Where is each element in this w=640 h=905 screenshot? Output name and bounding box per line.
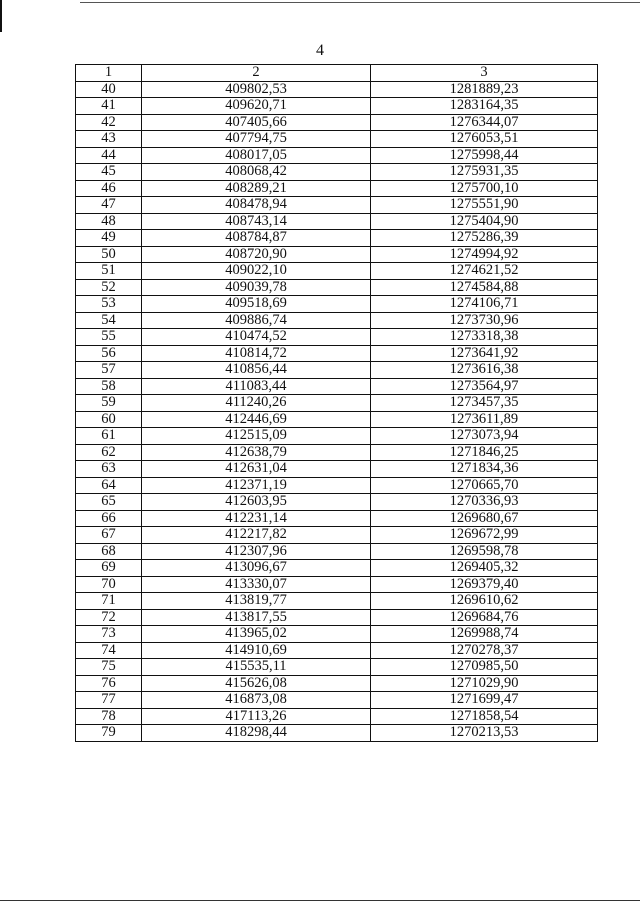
table-row bbox=[76, 510, 598, 527]
header-y-coordinate: 3 bbox=[371, 65, 598, 82]
cell-point-number: 60 bbox=[76, 411, 142, 428]
cell-x-coordinate: 412307,96 bbox=[142, 543, 371, 560]
header-point-number: 1 bbox=[76, 65, 142, 82]
cell-x-coordinate: 408720,90 bbox=[142, 246, 371, 263]
cell-y-coordinate: 1273073,94 bbox=[371, 428, 598, 445]
table-row bbox=[76, 428, 598, 445]
cell-y-coordinate: 1269672,99 bbox=[371, 527, 598, 544]
cell-y-coordinate: 1269598,78 bbox=[371, 543, 598, 560]
cell-point-number: 59 bbox=[76, 395, 142, 412]
page-number: 4 bbox=[316, 42, 324, 59]
cell-y-coordinate: 1275700,10 bbox=[371, 180, 598, 197]
cell-point-number: 49 bbox=[76, 230, 142, 247]
table-row bbox=[76, 98, 598, 115]
cell-x-coordinate: 408017,05 bbox=[142, 147, 371, 164]
cell-y-coordinate: 1275931,35 bbox=[371, 164, 598, 181]
cell-y-coordinate: 1273318,38 bbox=[371, 329, 598, 346]
table-row bbox=[76, 230, 598, 247]
cell-x-coordinate: 411083,44 bbox=[142, 378, 371, 395]
cell-point-number: 58 bbox=[76, 378, 142, 395]
cell-x-coordinate: 408068,42 bbox=[142, 164, 371, 181]
cell-point-number: 78 bbox=[76, 708, 142, 725]
table-row bbox=[76, 81, 598, 98]
header-x-coordinate: 2 bbox=[142, 65, 371, 82]
table-row bbox=[76, 345, 598, 362]
cell-y-coordinate: 1271029,90 bbox=[371, 675, 598, 692]
cell-point-number: 77 bbox=[76, 692, 142, 709]
scan-edge-top bbox=[80, 2, 640, 3]
table-row bbox=[76, 477, 598, 494]
table-row bbox=[76, 642, 598, 659]
cell-point-number: 74 bbox=[76, 642, 142, 659]
cell-point-number: 75 bbox=[76, 659, 142, 676]
cell-x-coordinate: 409518,69 bbox=[142, 296, 371, 313]
cell-point-number: 66 bbox=[76, 510, 142, 527]
cell-y-coordinate: 1270213,53 bbox=[371, 725, 598, 742]
table-row bbox=[76, 543, 598, 560]
cell-y-coordinate: 1275286,39 bbox=[371, 230, 598, 247]
cell-y-coordinate: 1275998,44 bbox=[371, 147, 598, 164]
cell-x-coordinate: 409886,74 bbox=[142, 312, 371, 329]
cell-x-coordinate: 412515,09 bbox=[142, 428, 371, 445]
cell-y-coordinate: 1269684,76 bbox=[371, 609, 598, 626]
cell-point-number: 41 bbox=[76, 98, 142, 115]
scan-edge-bottom bbox=[0, 900, 640, 901]
cell-x-coordinate: 412603,95 bbox=[142, 494, 371, 511]
table-row bbox=[76, 444, 598, 461]
table-row bbox=[76, 593, 598, 610]
cell-point-number: 46 bbox=[76, 180, 142, 197]
table-row bbox=[76, 659, 598, 676]
table-row bbox=[76, 461, 598, 478]
table-row bbox=[76, 180, 598, 197]
cell-x-coordinate: 408784,87 bbox=[142, 230, 371, 247]
table-header-row bbox=[76, 65, 598, 82]
cell-point-number: 56 bbox=[76, 345, 142, 362]
cell-y-coordinate: 1273641,92 bbox=[371, 345, 598, 362]
cell-point-number: 67 bbox=[76, 527, 142, 544]
cell-point-number: 51 bbox=[76, 263, 142, 280]
cell-point-number: 53 bbox=[76, 296, 142, 313]
cell-y-coordinate: 1274621,52 bbox=[371, 263, 598, 280]
cell-y-coordinate: 1273730,96 bbox=[371, 312, 598, 329]
table-row bbox=[76, 213, 598, 230]
cell-x-coordinate: 410474,52 bbox=[142, 329, 371, 346]
cell-x-coordinate: 413965,02 bbox=[142, 626, 371, 643]
cell-x-coordinate: 415626,08 bbox=[142, 675, 371, 692]
cell-y-coordinate: 1283164,35 bbox=[371, 98, 598, 115]
cell-x-coordinate: 412231,14 bbox=[142, 510, 371, 527]
cell-y-coordinate: 1273611,89 bbox=[371, 411, 598, 428]
cell-point-number: 65 bbox=[76, 494, 142, 511]
cell-point-number: 54 bbox=[76, 312, 142, 329]
table-row bbox=[76, 675, 598, 692]
cell-point-number: 45 bbox=[76, 164, 142, 181]
cell-point-number: 42 bbox=[76, 114, 142, 131]
cell-point-number: 68 bbox=[76, 543, 142, 560]
table-row bbox=[76, 527, 598, 544]
table-row bbox=[76, 692, 598, 709]
cell-point-number: 47 bbox=[76, 197, 142, 214]
cell-x-coordinate: 409620,71 bbox=[142, 98, 371, 115]
table-row bbox=[76, 395, 598, 412]
cell-y-coordinate: 1275404,90 bbox=[371, 213, 598, 230]
cell-x-coordinate: 409039,78 bbox=[142, 279, 371, 296]
cell-point-number: 43 bbox=[76, 131, 142, 148]
cell-y-coordinate: 1273457,35 bbox=[371, 395, 598, 412]
cell-x-coordinate: 412638,79 bbox=[142, 444, 371, 461]
cell-y-coordinate: 1269680,67 bbox=[371, 510, 598, 527]
cell-y-coordinate: 1269988,74 bbox=[371, 626, 598, 643]
table-row bbox=[76, 263, 598, 280]
cell-x-coordinate: 416873,08 bbox=[142, 692, 371, 709]
cell-x-coordinate: 418298,44 bbox=[142, 725, 371, 742]
cell-y-coordinate: 1269610,62 bbox=[371, 593, 598, 610]
cell-y-coordinate: 1270336,93 bbox=[371, 494, 598, 511]
cell-y-coordinate: 1270665,70 bbox=[371, 477, 598, 494]
table-row bbox=[76, 147, 598, 164]
cell-y-coordinate: 1281889,23 bbox=[371, 81, 598, 98]
cell-x-coordinate: 407405,66 bbox=[142, 114, 371, 131]
cell-x-coordinate: 409802,53 bbox=[142, 81, 371, 98]
cell-point-number: 61 bbox=[76, 428, 142, 445]
cell-point-number: 44 bbox=[76, 147, 142, 164]
table-body bbox=[76, 81, 598, 741]
cell-y-coordinate: 1274584,88 bbox=[371, 279, 598, 296]
cell-point-number: 69 bbox=[76, 560, 142, 577]
table-row bbox=[76, 329, 598, 346]
cell-y-coordinate: 1270278,37 bbox=[371, 642, 598, 659]
cell-point-number: 64 bbox=[76, 477, 142, 494]
cell-point-number: 76 bbox=[76, 675, 142, 692]
coordinates-table bbox=[75, 64, 598, 742]
table-row bbox=[76, 131, 598, 148]
table-row bbox=[76, 494, 598, 511]
cell-point-number: 55 bbox=[76, 329, 142, 346]
cell-x-coordinate: 408478,94 bbox=[142, 197, 371, 214]
cell-y-coordinate: 1271834,36 bbox=[371, 461, 598, 478]
cell-y-coordinate: 1276053,51 bbox=[371, 131, 598, 148]
cell-point-number: 48 bbox=[76, 213, 142, 230]
cell-x-coordinate: 414910,69 bbox=[142, 642, 371, 659]
cell-x-coordinate: 412371,19 bbox=[142, 477, 371, 494]
table-row bbox=[76, 725, 598, 742]
cell-y-coordinate: 1271846,25 bbox=[371, 444, 598, 461]
cell-y-coordinate: 1273616,38 bbox=[371, 362, 598, 379]
table-row bbox=[76, 114, 598, 131]
cell-y-coordinate: 1274106,71 bbox=[371, 296, 598, 313]
table-row bbox=[76, 279, 598, 296]
cell-y-coordinate: 1271858,54 bbox=[371, 708, 598, 725]
table-row bbox=[76, 609, 598, 626]
cell-x-coordinate: 407794,75 bbox=[142, 131, 371, 148]
cell-point-number: 57 bbox=[76, 362, 142, 379]
cell-y-coordinate: 1273564,97 bbox=[371, 378, 598, 395]
table-row bbox=[76, 296, 598, 313]
cell-y-coordinate: 1269379,40 bbox=[371, 576, 598, 593]
cell-x-coordinate: 417113,26 bbox=[142, 708, 371, 725]
table-row bbox=[76, 411, 598, 428]
cell-y-coordinate: 1275551,90 bbox=[371, 197, 598, 214]
cell-x-coordinate: 408289,21 bbox=[142, 180, 371, 197]
cell-x-coordinate: 413330,07 bbox=[142, 576, 371, 593]
table-row bbox=[76, 362, 598, 379]
cell-point-number: 40 bbox=[76, 81, 142, 98]
cell-x-coordinate: 410856,44 bbox=[142, 362, 371, 379]
cell-x-coordinate: 415535,11 bbox=[142, 659, 371, 676]
cell-y-coordinate: 1270985,50 bbox=[371, 659, 598, 676]
cell-x-coordinate: 411240,26 bbox=[142, 395, 371, 412]
cell-x-coordinate: 413096,67 bbox=[142, 560, 371, 577]
table-row bbox=[76, 246, 598, 263]
cell-point-number: 63 bbox=[76, 461, 142, 478]
cell-point-number: 70 bbox=[76, 576, 142, 593]
table-row bbox=[76, 708, 598, 725]
cell-y-coordinate: 1274994,92 bbox=[371, 246, 598, 263]
cell-point-number: 73 bbox=[76, 626, 142, 643]
cell-x-coordinate: 412631,04 bbox=[142, 461, 371, 478]
table-row bbox=[76, 576, 598, 593]
cell-point-number: 79 bbox=[76, 725, 142, 742]
table-row bbox=[76, 312, 598, 329]
cell-y-coordinate: 1269405,32 bbox=[371, 560, 598, 577]
cell-point-number: 52 bbox=[76, 279, 142, 296]
cell-x-coordinate: 413819,77 bbox=[142, 593, 371, 610]
cell-point-number: 71 bbox=[76, 593, 142, 610]
cell-x-coordinate: 409022,10 bbox=[142, 263, 371, 280]
cell-x-coordinate: 413817,55 bbox=[142, 609, 371, 626]
cell-point-number: 62 bbox=[76, 444, 142, 461]
table-row bbox=[76, 378, 598, 395]
cell-x-coordinate: 412217,82 bbox=[142, 527, 371, 544]
table-row bbox=[76, 197, 598, 214]
table-row bbox=[76, 164, 598, 181]
cell-x-coordinate: 410814,72 bbox=[142, 345, 371, 362]
cell-point-number: 50 bbox=[76, 246, 142, 263]
cell-y-coordinate: 1276344,07 bbox=[371, 114, 598, 131]
scan-edge-left bbox=[0, 0, 2, 32]
table-row bbox=[76, 560, 598, 577]
table-row bbox=[76, 626, 598, 643]
cell-point-number: 72 bbox=[76, 609, 142, 626]
cell-y-coordinate: 1271699,47 bbox=[371, 692, 598, 709]
cell-x-coordinate: 412446,69 bbox=[142, 411, 371, 428]
cell-x-coordinate: 408743,14 bbox=[142, 213, 371, 230]
